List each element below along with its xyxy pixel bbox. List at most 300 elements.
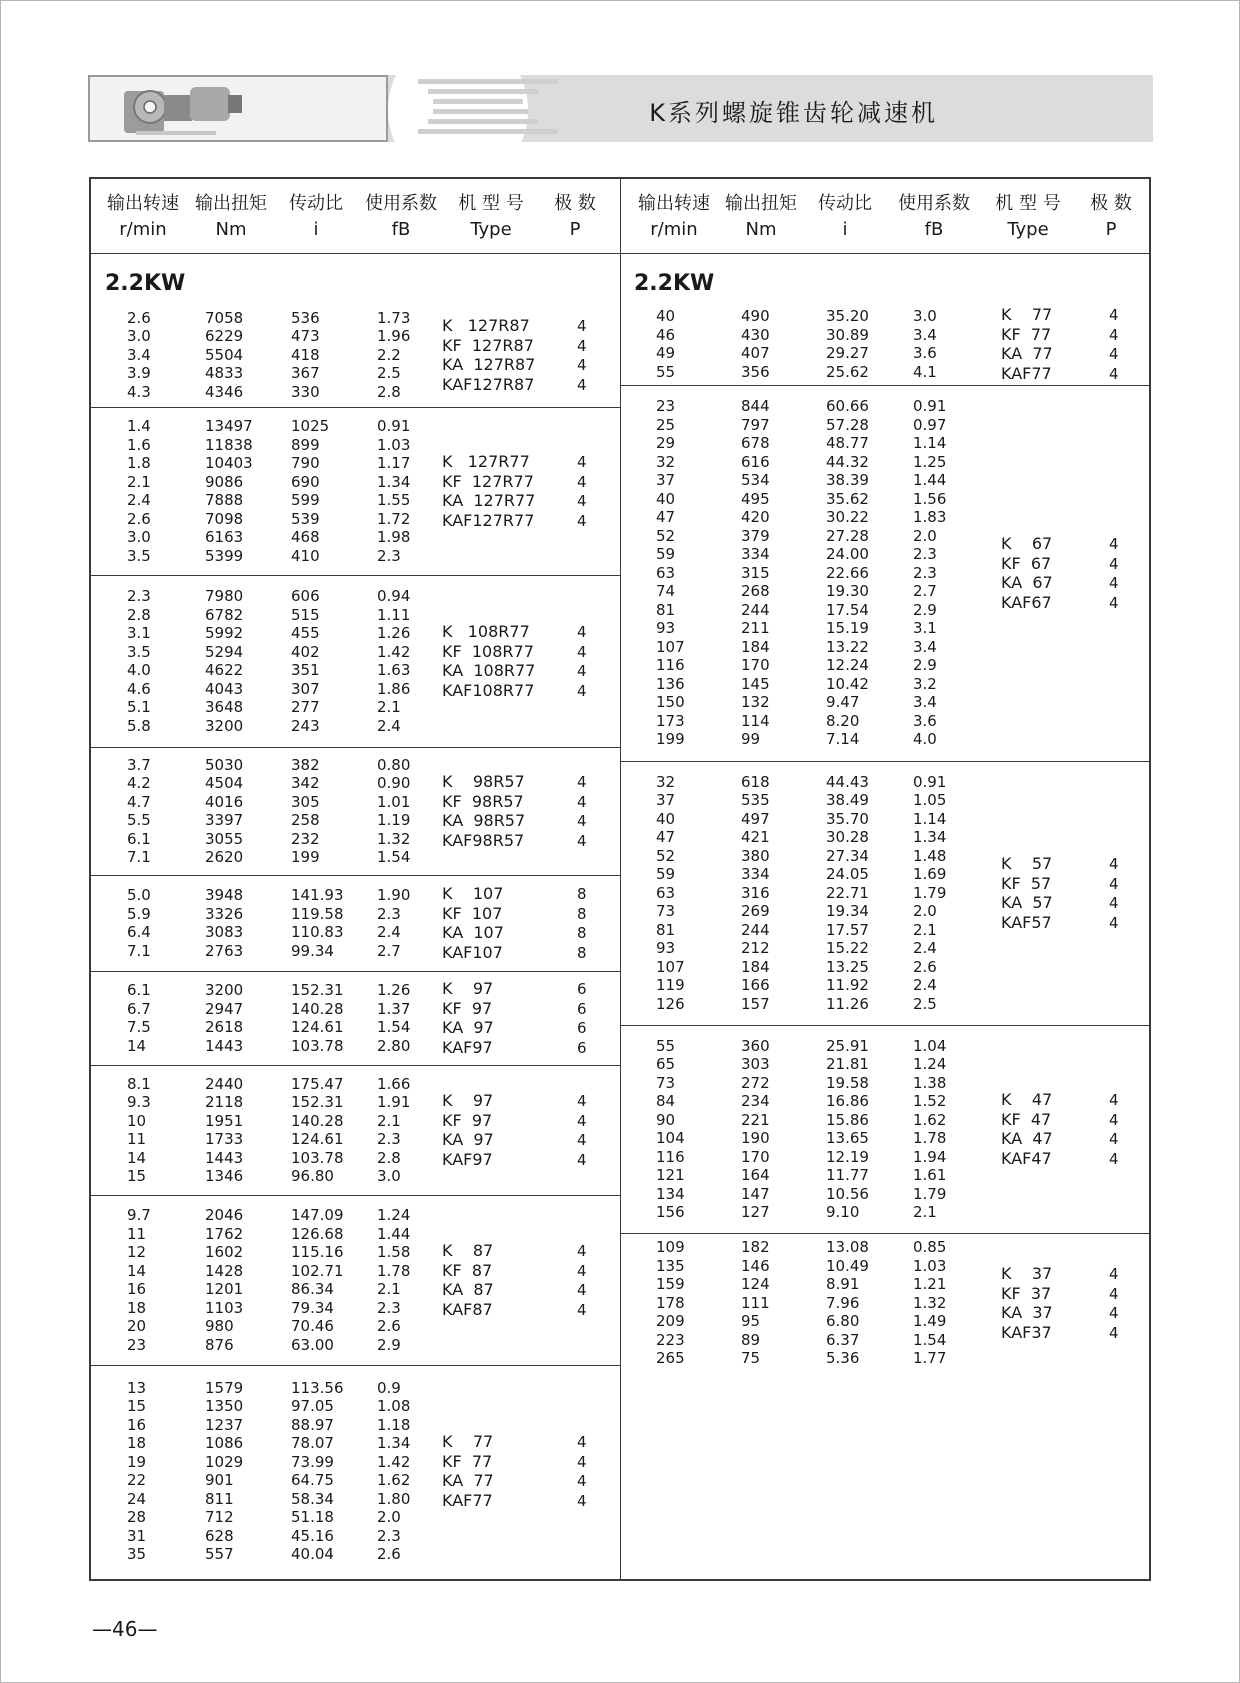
table-cell: 1.01 <box>377 792 411 811</box>
banner-stripe <box>433 109 528 114</box>
table-cell: 2.1 <box>377 1280 401 1298</box>
table-cell: 2.3 <box>913 563 937 582</box>
table-cell: 2.1 <box>377 1111 401 1130</box>
table-cell: 473 <box>291 327 320 346</box>
table-cell: 124.61 <box>291 1130 344 1148</box>
model-type: KAF107 <box>442 942 503 962</box>
table-cell: 277 <box>291 698 320 716</box>
table-cell: 2.6 <box>377 1317 401 1335</box>
pole-count: 4 <box>577 1281 587 1299</box>
table-cell: 539 <box>291 509 320 528</box>
table-cell: 356 <box>741 362 770 381</box>
table-cell: 2.7 <box>377 941 401 960</box>
table-cell: 2.4 <box>127 491 151 509</box>
table-cell: 64.75 <box>291 1471 334 1489</box>
pole-count: 6 <box>577 999 587 1018</box>
table-cell: 1.94 <box>913 1147 947 1166</box>
table-cell: 10 <box>127 1111 147 1130</box>
table-cell: 9086 <box>205 472 244 491</box>
table-cell: 46 <box>656 325 676 344</box>
table-cell: 1602 <box>205 1243 244 1261</box>
table-cell: 3.0 <box>913 307 937 325</box>
table-cell: 316 <box>741 883 770 902</box>
table-cell: 1.90 <box>377 886 411 904</box>
table-cell: 7.1 <box>127 941 151 960</box>
pole-count: 4 <box>1109 1130 1119 1148</box>
table-cell: 2618 <box>205 1018 244 1036</box>
table-cell: 360 <box>741 1036 770 1055</box>
pole-count: 4 <box>577 317 587 335</box>
table-cell: 31 <box>127 1526 147 1545</box>
table-cell: 11 <box>127 1224 147 1243</box>
pole-count: 4 <box>577 1433 587 1451</box>
table-cell: 4.3 <box>127 382 151 401</box>
table-cell: 4622 <box>205 661 244 679</box>
table-cell: 1.96 <box>377 327 411 346</box>
model-type: KAF67 <box>1001 592 1052 612</box>
pole-count: 4 <box>577 1261 587 1280</box>
pole-count: 4 <box>577 1092 587 1110</box>
table-cell: 99 <box>741 730 761 749</box>
table-cell: 1.21 <box>913 1275 947 1294</box>
table-cell: 136 <box>656 674 685 693</box>
table-cell: 1.19 <box>377 811 411 829</box>
table-cell: 420 <box>741 508 770 527</box>
table-cell: 402 <box>291 642 320 661</box>
model-type: KA 97 <box>442 1018 494 1037</box>
table-cell: 182 <box>741 1238 770 1257</box>
model-type: K 98R57 <box>442 772 525 791</box>
table-cell: 9.3 <box>127 1093 151 1111</box>
table-cell: 1.34 <box>377 1434 411 1452</box>
table-cell: 1.34 <box>913 828 947 847</box>
table-cell: 103.78 <box>291 1148 344 1167</box>
table-cell: 40 <box>656 489 676 508</box>
power-label: 2.2KW <box>634 271 715 296</box>
table-cell: 221 <box>741 1110 770 1129</box>
table-cell: 1.98 <box>377 528 411 546</box>
table-cell: 1.14 <box>913 434 947 453</box>
table-cell: 380 <box>741 846 770 865</box>
table-cell: 11 <box>127 1130 147 1148</box>
table-cell: 147 <box>741 1184 770 1203</box>
table-cell: 190 <box>741 1129 770 1147</box>
column-header: 输出转速 <box>107 193 179 214</box>
table-cell: 140.28 <box>291 1111 344 1130</box>
table-cell: 45.16 <box>291 1526 334 1545</box>
model-type: KA 77 <box>442 1471 494 1490</box>
pole-count: 4 <box>1109 574 1119 592</box>
pole-count: 4 <box>577 453 587 471</box>
table-cell: 2.1 <box>913 920 937 939</box>
table-cell: 90 <box>656 1110 676 1129</box>
model-type: KA 98R57 <box>442 811 526 830</box>
table-cell: 15.22 <box>826 939 869 958</box>
table-cell: 3.0 <box>127 327 151 346</box>
table-cell: 5030 <box>205 755 244 774</box>
table-cell: 1086 <box>205 1434 244 1452</box>
pole-count: 4 <box>1109 1304 1119 1322</box>
table-cell: 14 <box>127 1036 147 1055</box>
table-cell: 1.14 <box>913 809 947 828</box>
table-cell: 1.37 <box>377 999 411 1018</box>
table-cell: 1.54 <box>377 848 411 866</box>
group-separator <box>91 1195 620 1196</box>
table-cell: 382 <box>291 755 320 774</box>
table-cell: 1346 <box>205 1167 244 1185</box>
table-cell: 37 <box>656 791 676 810</box>
group-separator <box>91 407 620 408</box>
table-cell: 3.6 <box>913 344 937 362</box>
table-cell: 1.63 <box>377 661 411 679</box>
table-cell: 1350 <box>205 1397 244 1415</box>
table-cell: 2.6 <box>913 957 937 976</box>
table-cell: 13 <box>127 1378 147 1397</box>
column-unit: Type <box>1007 219 1049 240</box>
table-cell: 73.99 <box>291 1452 334 1471</box>
table-cell: 78.07 <box>291 1434 334 1452</box>
table-cell: 110.83 <box>291 923 344 941</box>
table-cell: 63.00 <box>291 1335 334 1354</box>
table-cell: 17.54 <box>826 600 869 619</box>
table-cell: 1.49 <box>913 1312 947 1331</box>
table-cell: 19.30 <box>826 582 869 601</box>
table-cell: 86.34 <box>291 1280 334 1298</box>
pole-count: 4 <box>577 1242 587 1260</box>
table-cell: 212 <box>741 939 770 958</box>
table-cell: 1.42 <box>377 1452 411 1471</box>
power-label: 2.2KW <box>105 271 186 296</box>
group-separator <box>621 385 1151 386</box>
pole-count: 4 <box>1109 1110 1119 1129</box>
table-cell: 628 <box>205 1526 234 1545</box>
pole-count: 4 <box>577 1150 587 1169</box>
table-cell: 5.9 <box>127 904 151 923</box>
table-cell: 1.61 <box>913 1166 947 1184</box>
table-cell: 10.56 <box>826 1184 869 1203</box>
column-header: 极 数 <box>1090 193 1132 214</box>
table-cell: 1201 <box>205 1280 244 1298</box>
table-cell: 147.09 <box>291 1206 344 1224</box>
table-cell: 1951 <box>205 1111 244 1130</box>
table-cell: 13.08 <box>826 1238 869 1257</box>
pole-count: 4 <box>1109 894 1119 912</box>
table-cell: 140.28 <box>291 999 344 1018</box>
model-type: KA 107 <box>442 923 504 942</box>
table-cell: 51.18 <box>291 1508 334 1526</box>
table-cell: 515 <box>291 605 320 624</box>
table-cell: 10.49 <box>826 1256 869 1275</box>
model-type: KA 108R77 <box>442 661 536 680</box>
table-cell: 4.0 <box>127 661 151 679</box>
table-cell: 11.77 <box>826 1166 869 1184</box>
table-cell: 52 <box>656 846 676 865</box>
table-cell: 232 <box>291 829 320 848</box>
model-type: K 97 <box>442 979 494 998</box>
pole-count: 4 <box>577 356 587 374</box>
table-cell: 2763 <box>205 941 244 960</box>
table-cell: 47 <box>656 828 676 847</box>
banner-stripe <box>418 129 558 134</box>
column-unit: i <box>842 219 848 240</box>
table-cell: 1.79 <box>913 1184 947 1203</box>
group-separator <box>91 747 620 748</box>
table-cell: 2.0 <box>377 1508 401 1526</box>
table-cell: 536 <box>291 308 320 327</box>
table-cell: 678 <box>741 434 770 453</box>
pole-count: 4 <box>577 1111 587 1130</box>
pole-count: 4 <box>577 1131 587 1149</box>
group-separator <box>91 1065 620 1066</box>
table-cell: 35 <box>127 1545 147 1563</box>
header-banner <box>88 75 1153 142</box>
table-cell: 79.34 <box>291 1298 334 1317</box>
table-cell: 3.5 <box>127 546 151 565</box>
model-type: KF 77 <box>1001 324 1052 344</box>
table-cell: 145 <box>741 674 770 693</box>
table-cell: 7.5 <box>127 1018 151 1036</box>
table-cell: 32 <box>656 452 676 471</box>
table-cell: 1.62 <box>913 1110 947 1129</box>
model-type: KA 57 <box>1001 893 1053 912</box>
table-cell: 315 <box>741 563 770 582</box>
table-cell: 11838 <box>205 435 253 454</box>
table-cell: 2.3 <box>377 546 401 565</box>
banner-stripe <box>418 79 558 84</box>
table-cell: 3.5 <box>127 642 151 661</box>
model-type: KF 97 <box>442 1110 493 1130</box>
table-cell: 6229 <box>205 327 244 346</box>
table-cell: 12 <box>127 1243 147 1261</box>
table-cell: 28 <box>127 1508 147 1526</box>
table-cell: 2118 <box>205 1093 244 1111</box>
table-cell: 1.11 <box>377 605 411 624</box>
column-header: 极 数 <box>554 193 596 214</box>
table-cell: 12.24 <box>826 656 869 675</box>
model-type: KA 47 <box>1001 1129 1053 1148</box>
table-cell: 166 <box>741 976 770 995</box>
table-cell: 334 <box>741 865 770 884</box>
table-cell: 48.77 <box>826 434 869 453</box>
table-cell: 269 <box>741 902 770 921</box>
table-cell: 124.61 <box>291 1018 344 1036</box>
table-cell: 15.86 <box>826 1110 869 1129</box>
table-cell: 175.47 <box>291 1074 344 1093</box>
column-unit: Nm <box>745 219 777 240</box>
table-cell: 0.91 <box>377 417 411 435</box>
model-type: KF 127R87 <box>442 335 534 355</box>
table-cell: 2.4 <box>377 923 401 941</box>
table-cell: 534 <box>741 471 770 490</box>
table-cell: 2.5 <box>913 994 937 1013</box>
pole-count: 4 <box>577 792 587 811</box>
model-type: KAF127R87 <box>442 374 535 394</box>
table-cell: 1.69 <box>913 865 947 884</box>
table-cell: 11.92 <box>826 976 869 995</box>
table-cell: 1.08 <box>377 1397 411 1415</box>
pole-count: 4 <box>1109 913 1119 932</box>
table-cell: 49 <box>656 344 676 362</box>
model-type: KAF108R77 <box>442 680 535 700</box>
table-cell: 418 <box>291 345 320 364</box>
table-cell: 35.70 <box>826 809 869 828</box>
table-cell: 59 <box>656 545 676 564</box>
table-cell: 22.71 <box>826 883 869 902</box>
table-cell: 8.91 <box>826 1275 860 1294</box>
table-cell: 342 <box>291 774 320 792</box>
table-cell: 30.22 <box>826 508 869 527</box>
table-cell: 126.68 <box>291 1224 344 1243</box>
table-cell: 152.31 <box>291 981 344 999</box>
table-cell: 111 <box>741 1293 770 1312</box>
model-type: KAF127R77 <box>442 510 535 530</box>
table-cell: 690 <box>291 472 320 491</box>
group-separator <box>91 575 620 576</box>
table-cell: 5992 <box>205 624 244 642</box>
table-cell: 7058 <box>205 308 244 327</box>
table-cell: 126 <box>656 994 685 1013</box>
table-cell: 1.6 <box>127 435 151 454</box>
table-cell: 6.7 <box>127 999 151 1018</box>
table-cell: 1.24 <box>913 1055 947 1073</box>
pole-count: 4 <box>577 336 587 355</box>
table-cell: 468 <box>291 528 320 546</box>
table-cell: 3.1 <box>913 619 937 638</box>
pole-count: 4 <box>1109 1323 1119 1342</box>
table-cell: 1.26 <box>377 624 411 642</box>
table-cell: 57.28 <box>826 415 869 434</box>
table-cell: 59 <box>656 865 676 884</box>
model-type: KAF57 <box>1001 912 1052 932</box>
table-cell: 6782 <box>205 605 244 624</box>
table-cell: 305 <box>291 792 320 811</box>
table-cell: 35.62 <box>826 489 869 508</box>
table-cell: 23 <box>656 397 676 416</box>
table-cell: 35.20 <box>826 307 869 325</box>
table-cell: 14 <box>127 1261 147 1280</box>
table-cell: 113.56 <box>291 1378 344 1397</box>
table-cell: 44.32 <box>826 452 869 471</box>
table-cell: 3083 <box>205 923 244 941</box>
column-header: 传动比 <box>289 193 343 214</box>
table-cell: 30.89 <box>826 325 869 344</box>
table-cell: 2.6 <box>127 308 151 327</box>
table-cell: 1.58 <box>377 1243 411 1261</box>
model-type: K 37 <box>1001 1264 1053 1283</box>
table-cell: 4504 <box>205 774 244 792</box>
table-cell: 1.54 <box>913 1330 947 1349</box>
table-cell: 116 <box>656 656 685 675</box>
pole-count: 6 <box>577 1038 587 1057</box>
column-unit: i <box>313 219 319 240</box>
pole-count: 4 <box>577 681 587 700</box>
column-unit: fB <box>391 219 411 240</box>
table-cell: 58.34 <box>291 1489 334 1508</box>
pole-count: 4 <box>1109 306 1119 324</box>
table-cell: 10403 <box>205 454 253 472</box>
pole-count: 4 <box>577 375 587 394</box>
pole-count: 4 <box>1109 554 1119 573</box>
pole-count: 4 <box>577 1300 587 1319</box>
table-cell: 30.28 <box>826 828 869 847</box>
table-cell: 618 <box>741 772 770 791</box>
table-cell: 3055 <box>205 829 244 848</box>
group-separator <box>621 761 1151 762</box>
table-cell: 1443 <box>205 1148 244 1167</box>
table-cell: 95 <box>741 1312 761 1331</box>
table-cell: 535 <box>741 791 770 810</box>
table-cell: 18 <box>127 1434 147 1452</box>
table-cell: 0.91 <box>913 772 947 791</box>
model-type: KA 127R77 <box>442 491 536 510</box>
table-cell: 29 <box>656 434 676 453</box>
table-cell: 4043 <box>205 679 244 698</box>
table-cell: 44.43 <box>826 772 869 791</box>
table-cell: 790 <box>291 454 320 472</box>
pole-count: 4 <box>1109 345 1119 363</box>
table-cell: 116 <box>656 1147 685 1166</box>
table-cell: 96.80 <box>291 1167 334 1185</box>
table-cell: 4.1 <box>913 362 937 381</box>
page-number: —46— <box>92 1617 158 1641</box>
table-cell: 104 <box>656 1129 685 1147</box>
pole-count: 4 <box>1109 593 1119 612</box>
table-cell: 2.1 <box>127 472 151 491</box>
model-type: KF 37 <box>1001 1283 1052 1303</box>
table-cell: 5.1 <box>127 698 151 716</box>
table-cell: 2.80 <box>377 1036 411 1055</box>
table-cell: 40 <box>656 809 676 828</box>
pole-count: 4 <box>577 472 587 491</box>
table-cell: 17.57 <box>826 920 869 939</box>
table-cell: 146 <box>741 1256 770 1275</box>
table-cell: 3326 <box>205 904 244 923</box>
table-cell: 3.6 <box>913 711 937 730</box>
table-cell: 52 <box>656 526 676 545</box>
table-cell: 616 <box>741 452 770 471</box>
table-cell: 127 <box>741 1203 770 1221</box>
table-cell: 88.97 <box>291 1415 334 1434</box>
table-cell: 38.49 <box>826 791 869 810</box>
table-cell: 0.91 <box>913 397 947 416</box>
table-cell: 379 <box>741 526 770 545</box>
pole-count: 4 <box>1109 535 1119 553</box>
model-type: KF 107 <box>442 903 503 923</box>
table-cell: 2046 <box>205 1206 244 1224</box>
pole-count: 4 <box>577 511 587 530</box>
table-cell: 134 <box>656 1184 685 1203</box>
table-cell: 211 <box>741 619 770 638</box>
table-cell: 351 <box>291 661 320 679</box>
table-cell: 89 <box>741 1330 761 1349</box>
gear-reducer-photo <box>88 75 388 142</box>
table-cell: 73 <box>656 1073 676 1092</box>
table-cell: 22.66 <box>826 563 869 582</box>
table-cell: 1.4 <box>127 417 151 435</box>
table-cell: 2.1 <box>377 698 401 716</box>
table-cell: 60.66 <box>826 397 869 416</box>
model-type: KF 98R57 <box>442 791 524 811</box>
table-cell: 421 <box>741 828 770 847</box>
table-cell: 0.90 <box>377 774 411 792</box>
model-type: KF 127R77 <box>442 471 534 491</box>
table-cell: 2.8 <box>377 382 401 401</box>
table-cell: 11.26 <box>826 994 869 1013</box>
table-cell: 150 <box>656 693 685 712</box>
table-cell: 75 <box>741 1349 761 1368</box>
gear-reducer-icon <box>120 81 250 139</box>
table-cell: 21.81 <box>826 1055 869 1073</box>
